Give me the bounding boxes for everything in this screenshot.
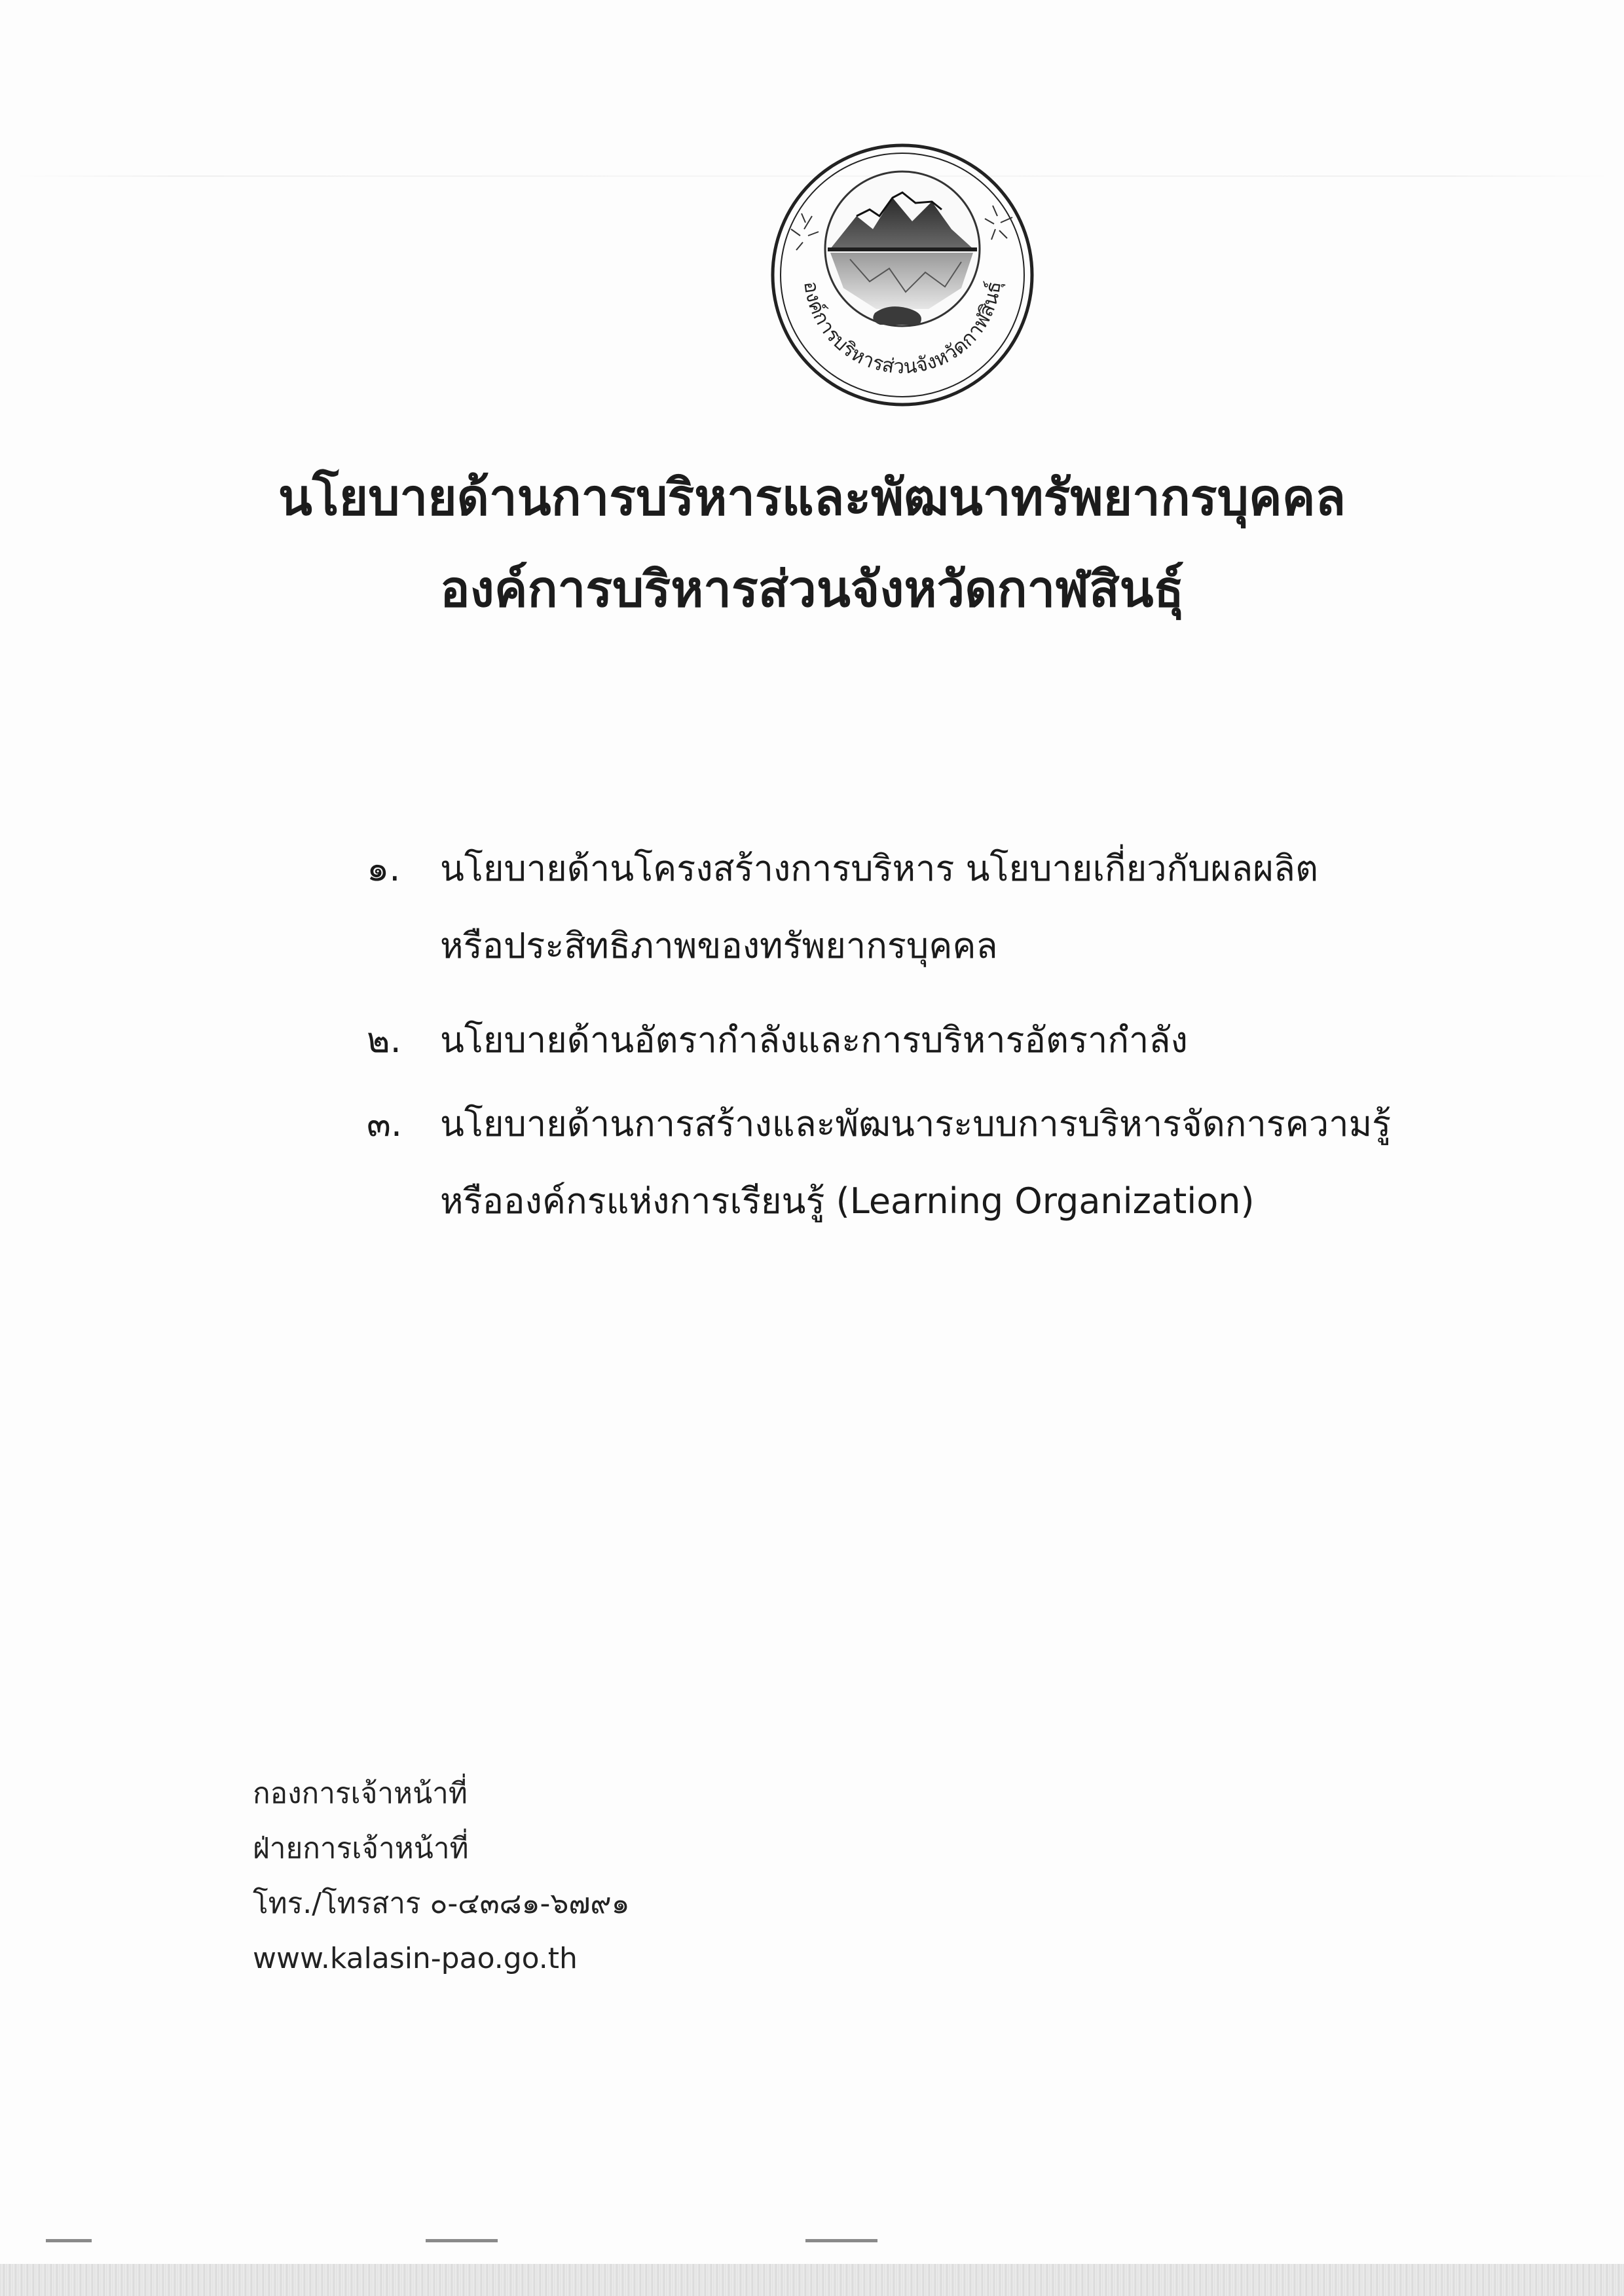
scan-artifact-dash (426, 2239, 498, 2242)
scan-artifact-dash (805, 2239, 877, 2242)
policy-text: นโยบายด้านอัตรากำลังและการบริหารอัตรากำลัง (440, 1019, 1188, 1061)
policy-number: ๓. (367, 1103, 403, 1144)
policy-number: ๒. (367, 1019, 401, 1061)
scan-artifact-dash (46, 2239, 92, 2242)
policy-text: นโยบายด้านโครงสร้างการบริหาร นโยบายเกี่ยวกับผลผลิต (440, 848, 1319, 889)
contact-division: กองการเจ้าหน้าที่ (253, 1777, 468, 1810)
contact-website-link[interactable]: www.kalasin-pao.go.th (253, 1942, 578, 1975)
page-title-line-2: องค์การบริหารส่วนจังหวัดกาฬสินธุ์ (440, 560, 1184, 618)
contact-phone: โทร./โทรสาร ๐-๔๓๘๑-๖๗๙๑ (253, 1887, 630, 1920)
policy-text: หรือประสิทธิภาพของทรัพยากรบุคคล (440, 925, 998, 966)
policy-text: หรือองค์กรแห่งการเรียนรู้ (Learning Organization) (440, 1180, 1255, 1222)
page-title-line-1: นโยบายด้านการบริหารและพัฒนาทรัพยากรบุคคล (278, 468, 1346, 526)
policy-text: นโยบายด้านการสร้างและพัฒนาระบบการบริหารจัดการความรู้ (440, 1103, 1392, 1144)
seal-ring-text: องค์การบริหารส่วนจังหวัดกาฬสินธุ์ (799, 280, 1006, 379)
policy-number: ๑. (367, 848, 401, 889)
kalasin-pao-seal-icon (765, 137, 1040, 412)
contact-section: ฝ่ายการเจ้าหน้าที่ (253, 1832, 469, 1865)
scan-artifact-edge (0, 2264, 1624, 2296)
